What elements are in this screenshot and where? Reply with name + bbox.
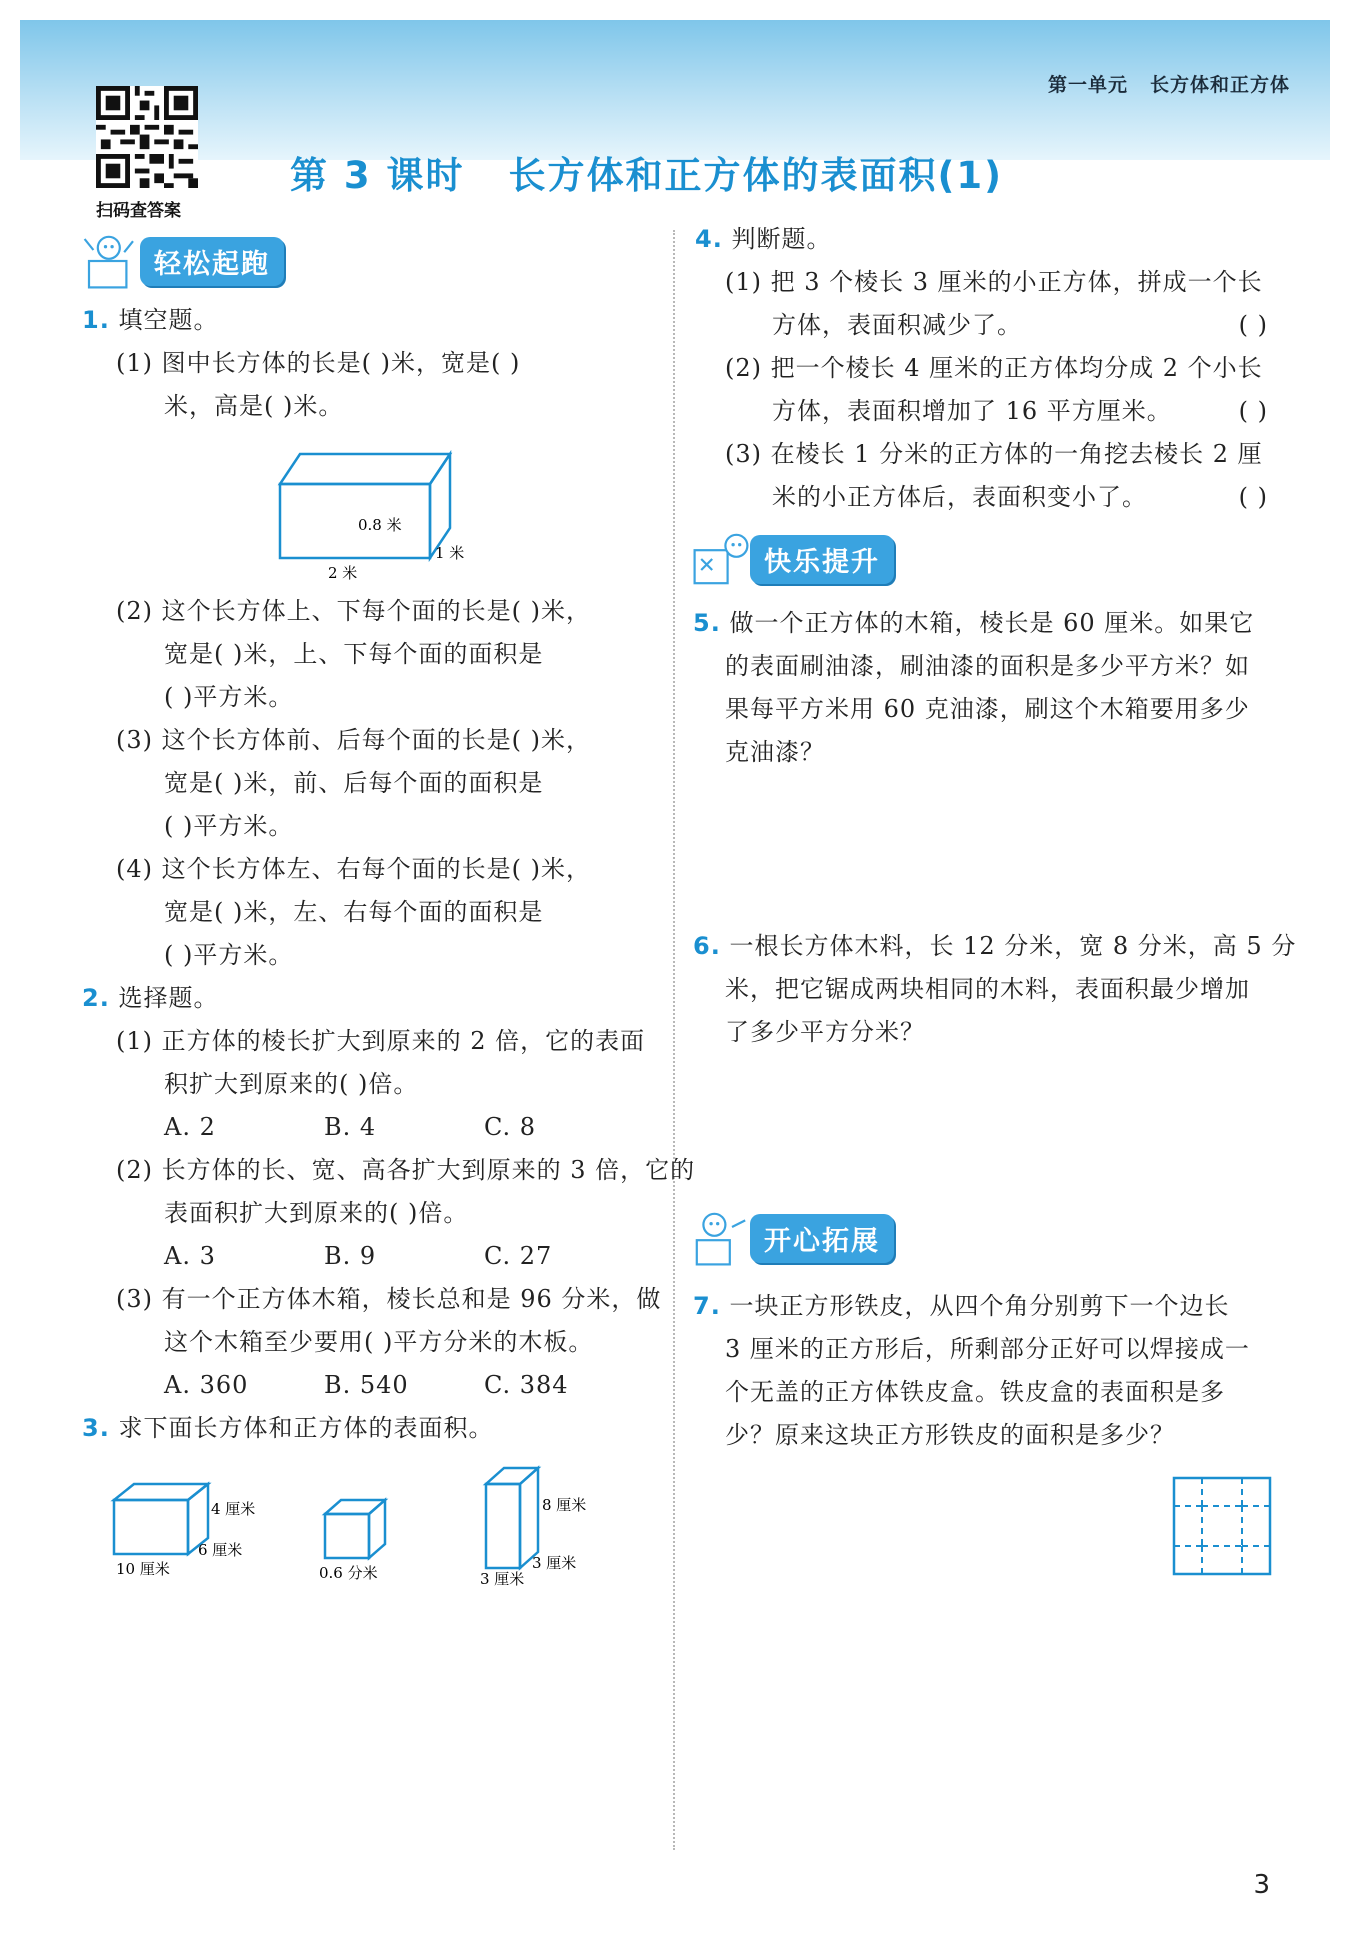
option-a[interactable]: A. 3 xyxy=(164,1242,216,1270)
lesson-title: 长方体和正方体的表面积(1) xyxy=(508,154,1004,197)
section-badge-easy-start xyxy=(78,228,284,294)
qr-code-icon[interactable] xyxy=(96,86,198,188)
unit-title: 长方体和正方体 xyxy=(1149,74,1290,96)
question-3-title: 3. 求下面长方体和正方体的表面积。 xyxy=(82,1414,494,1442)
q5-line-4: 克油漆？ xyxy=(725,738,825,766)
q1-part-4-cont: 宽是( )米，左、右每个面的面积是 xyxy=(164,898,544,926)
q7-line-4: 少？原来这块正方形铁皮的面积是多少？ xyxy=(725,1421,1175,1449)
q2-part-3-cont: 这个木箱至少要用( )平方分米的木板。 xyxy=(164,1328,594,1356)
q4-part-1-cont: 方体，表面积减少了。 ( ) xyxy=(772,304,1268,346)
question-2-title: 2. 选择题。 xyxy=(82,984,219,1012)
q2-part-2-options xyxy=(164,1235,644,1277)
cuboid-figure-q3-1 xyxy=(108,1470,288,1590)
dim-width: 3 厘米 xyxy=(532,1554,577,1572)
q4-part-2-cont: 方体，表面积增加了 16 平方厘米。 ( ) xyxy=(772,390,1268,432)
page-title xyxy=(290,145,1003,199)
q2-part-1: (1) 正方体的棱长扩大到原来的 2 倍，它的表面 xyxy=(116,1027,646,1055)
judge-blank[interactable]: ( ) xyxy=(1238,311,1268,339)
q2-part-2: (2) 长方体的长、宽、高各扩大到原来的 3 倍，它的 xyxy=(116,1156,696,1184)
option-b[interactable]: B. 540 xyxy=(324,1371,409,1399)
judge-blank[interactable]: ( ) xyxy=(1238,397,1268,425)
option-a[interactable]: A. 2 xyxy=(164,1113,216,1141)
column-divider xyxy=(673,230,675,1850)
option-c[interactable]: C. 8 xyxy=(484,1113,537,1141)
q1-part-1-cont: 米，高是( )米。 xyxy=(164,392,344,420)
option-b[interactable]: B. 4 xyxy=(324,1113,377,1141)
child-with-board-icon xyxy=(688,526,754,592)
sheet-cut-corners-figure xyxy=(1172,1476,1272,1576)
q1-part-3-cont2: ( )平方米。 xyxy=(164,812,294,840)
dim-height: 4 厘米 xyxy=(211,1500,256,1518)
q1-part-2-cont2: ( )平方米。 xyxy=(164,683,294,711)
qr-caption: 扫码查答案 xyxy=(96,201,181,221)
unit-label: 第一单元 xyxy=(1047,74,1128,96)
q2-part-3: (3) 有一个正方体木箱，棱长总和是 96 分米，做 xyxy=(116,1285,662,1313)
lesson-number: 第 3 课时 xyxy=(290,154,465,197)
dim-length: 2 米 xyxy=(328,564,358,582)
option-c[interactable]: C. 384 xyxy=(484,1371,569,1399)
section-title: 快乐提升 xyxy=(750,535,894,584)
page-number: 3 xyxy=(1253,1870,1270,1900)
q7-line-3: 个无盖的正方体铁皮盒。铁皮盒的表面积是多 xyxy=(725,1378,1225,1406)
question-7: 7. 一块正方形铁皮，从四个角分别剪下一个边长 xyxy=(693,1292,1230,1320)
question-6: 6. 一根长方体木料，长 12 分米，宽 8 分米，高 5 分 xyxy=(693,932,1297,960)
q2-part-2-cont: 表面积扩大到原来的( )倍。 xyxy=(164,1199,469,1227)
unit-header xyxy=(1026,70,1290,97)
q4-part-2: (2) 把一个棱长 4 厘米的正方体均分成 2 个小长 xyxy=(725,354,1263,382)
question-1-title: 1. 填空题。 xyxy=(82,306,219,334)
section-title: 轻松起跑 xyxy=(140,237,284,286)
judge-blank[interactable]: ( ) xyxy=(1238,483,1268,511)
q7-line-2: 3 厘米的正方形后，所剩部分正好可以焊接成一 xyxy=(725,1335,1250,1363)
q1-part-1: (1) 图中长方体的长是( )米，宽是( ) xyxy=(116,349,521,377)
q6-line-2: 米，把它锯成两块相同的木料，表面积最少增加 xyxy=(725,975,1250,1003)
q2-part-1-cont: 积扩大到原来的( )倍。 xyxy=(164,1070,419,1098)
dim-width: 6 厘米 xyxy=(198,1541,243,1559)
q1-part-4: (4) 这个长方体左、右每个面的长是( )米， xyxy=(116,855,591,883)
q1-part-3-cont: 宽是( )米，前、后每个面的面积是 xyxy=(164,769,544,797)
dim-width: 1 米 xyxy=(435,544,465,562)
q1-part-2-cont: 宽是( )米，上、下每个面的面积是 xyxy=(164,640,544,668)
question-5: 5. 做一个正方体的木箱，棱长是 60 厘米。如果它 xyxy=(693,609,1255,637)
q1-part-2: (2) 这个长方体上、下每个面的长是( )米， xyxy=(116,597,591,625)
section-badge-happy-improve xyxy=(688,526,894,592)
cube-figure-q3-2 xyxy=(315,1490,425,1590)
section-title: 开心拓展 xyxy=(750,1214,894,1263)
dim-height: 0.8 米 xyxy=(358,516,402,534)
cuboid-figure-q3-3 xyxy=(470,1462,630,1592)
dim-length: 10 厘米 xyxy=(116,1560,170,1578)
q1-part-3: (3) 这个长方体前、后每个面的长是( )米， xyxy=(116,726,591,754)
dim-height: 8 厘米 xyxy=(542,1496,587,1514)
q4-part-3-cont: 米的小正方体后，表面积变小了。 ( ) xyxy=(772,476,1268,518)
q5-line-3: 果每平方米用 60 克油漆，刷这个木箱要用多少 xyxy=(725,695,1250,723)
q6-line-3: 了多少平方分米？ xyxy=(725,1018,925,1046)
child-mascot-icon xyxy=(78,228,144,294)
q5-line-2: 的表面刷油漆，刷油漆的面积是多少平方米？如 xyxy=(725,652,1250,680)
dim-length: 3 厘米 xyxy=(480,1570,525,1588)
section-badge-fun-extend xyxy=(688,1205,894,1271)
option-c[interactable]: C. 27 xyxy=(484,1242,553,1270)
q4-part-3: (3) 在棱长 1 分米的正方体的一角挖去棱长 2 厘 xyxy=(725,440,1263,468)
q2-part-1-options xyxy=(164,1106,644,1148)
cuboid-figure-q1 xyxy=(270,440,490,590)
q2-part-3-options xyxy=(164,1364,644,1406)
child-with-box-icon xyxy=(688,1205,754,1271)
q4-part-1: (1) 把 3 个棱长 3 厘米的小正方体，拼成一个长 xyxy=(725,268,1263,296)
dim-edge: 0.6 分米 xyxy=(319,1564,378,1582)
q1-part-4-cont2: ( )平方米。 xyxy=(164,941,294,969)
option-a[interactable]: A. 360 xyxy=(164,1371,249,1399)
question-4-title: 4. 判断题。 xyxy=(695,225,832,253)
option-b[interactable]: B. 9 xyxy=(324,1242,377,1270)
